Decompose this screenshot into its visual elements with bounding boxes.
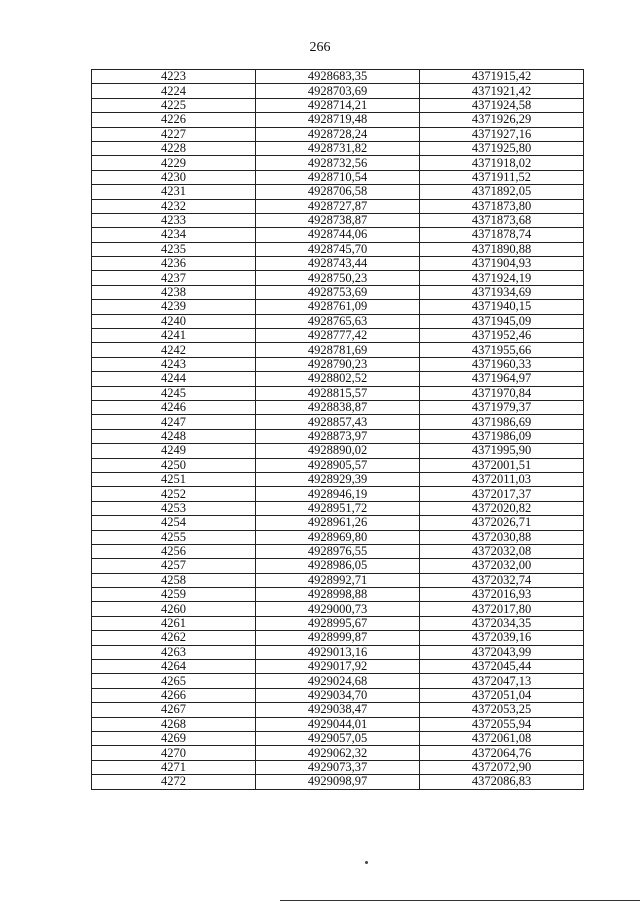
y-coordinate-cell: 4372017,37 [420, 487, 584, 501]
point-number-cell: 4251 [92, 472, 256, 486]
y-coordinate-cell: 4372086,83 [420, 775, 584, 789]
point-number-cell: 4253 [92, 501, 256, 515]
y-coordinate-cell: 4371970,84 [420, 386, 584, 400]
x-coordinate-cell: 4928738,87 [256, 213, 420, 227]
x-coordinate-cell: 4928998,88 [256, 588, 420, 602]
table-row [92, 400, 584, 414]
point-number-cell: 4258 [92, 573, 256, 587]
y-coordinate-cell: 4372061,08 [420, 731, 584, 745]
point-number-cell: 4264 [92, 660, 256, 674]
y-coordinate-cell: 4372001,51 [420, 458, 584, 472]
table-row [92, 775, 584, 789]
y-coordinate-cell: 4371926,29 [420, 113, 584, 127]
point-number-cell: 4250 [92, 458, 256, 472]
x-coordinate-cell: 4928905,57 [256, 458, 420, 472]
x-coordinate-cell: 4929017,92 [256, 660, 420, 674]
y-coordinate-cell: 4371945,09 [420, 314, 584, 328]
x-coordinate-cell: 4928929,39 [256, 472, 420, 486]
point-number-cell: 4243 [92, 357, 256, 371]
y-coordinate-cell: 4372011,03 [420, 472, 584, 486]
table-row [92, 588, 584, 602]
table-row [92, 703, 584, 717]
coordinates-table-body [92, 70, 584, 790]
x-coordinate-cell: 4928714,21 [256, 98, 420, 112]
x-coordinate-cell: 4928838,87 [256, 400, 420, 414]
x-coordinate-cell: 4928761,09 [256, 300, 420, 314]
table-row [92, 516, 584, 530]
point-number-cell: 4228 [92, 141, 256, 155]
point-number-cell: 4268 [92, 717, 256, 731]
table-row [92, 170, 584, 184]
y-coordinate-cell: 4372045,44 [420, 660, 584, 674]
x-coordinate-cell: 4928753,69 [256, 285, 420, 299]
y-coordinate-cell: 4372072,90 [420, 760, 584, 774]
y-coordinate-cell: 4371964,97 [420, 372, 584, 386]
table-row [92, 645, 584, 659]
y-coordinate-cell: 4371940,15 [420, 300, 584, 314]
table-row [92, 156, 584, 170]
x-coordinate-cell: 4928683,35 [256, 70, 420, 84]
x-coordinate-cell: 4928951,72 [256, 501, 420, 515]
x-coordinate-cell: 4928946,19 [256, 487, 420, 501]
table-row [92, 98, 584, 112]
table-row [92, 213, 584, 227]
x-coordinate-cell: 4929073,37 [256, 760, 420, 774]
point-number-cell: 4230 [92, 170, 256, 184]
table-row [92, 444, 584, 458]
point-number-cell: 4265 [92, 674, 256, 688]
point-number-cell: 4239 [92, 300, 256, 314]
table-row [92, 300, 584, 314]
x-coordinate-cell: 4928745,70 [256, 242, 420, 256]
y-coordinate-cell: 4372016,93 [420, 588, 584, 602]
table-row [92, 731, 584, 745]
point-number-cell: 4270 [92, 746, 256, 760]
point-number-cell: 4260 [92, 602, 256, 616]
table-row [92, 271, 584, 285]
table-row [92, 746, 584, 760]
x-coordinate-cell: 4928732,56 [256, 156, 420, 170]
x-coordinate-cell: 4928815,57 [256, 386, 420, 400]
x-coordinate-cell: 4928744,06 [256, 228, 420, 242]
point-number-cell: 4236 [92, 257, 256, 271]
table-row [92, 127, 584, 141]
table-row [92, 660, 584, 674]
x-coordinate-cell: 4928710,54 [256, 170, 420, 184]
x-coordinate-cell: 4928743,44 [256, 257, 420, 271]
y-coordinate-cell: 4371986,09 [420, 429, 584, 443]
point-number-cell: 4249 [92, 444, 256, 458]
x-coordinate-cell: 4928777,42 [256, 329, 420, 343]
y-coordinate-cell: 4372020,82 [420, 501, 584, 515]
y-coordinate-cell: 4372032,74 [420, 573, 584, 587]
point-number-cell: 4231 [92, 185, 256, 199]
y-coordinate-cell: 4372053,25 [420, 703, 584, 717]
table-row [92, 329, 584, 343]
y-coordinate-cell: 4371892,05 [420, 185, 584, 199]
y-coordinate-cell: 4371915,42 [420, 70, 584, 84]
x-coordinate-cell: 4928995,67 [256, 616, 420, 630]
table-row [92, 472, 584, 486]
table-row [92, 530, 584, 544]
y-coordinate-cell: 4371952,46 [420, 329, 584, 343]
scan-speck [365, 861, 368, 864]
point-number-cell: 4256 [92, 544, 256, 558]
table-row [92, 501, 584, 515]
y-coordinate-cell: 4371960,33 [420, 357, 584, 371]
table-row [92, 717, 584, 731]
x-coordinate-cell: 4928781,69 [256, 343, 420, 357]
x-coordinate-cell: 4929000,73 [256, 602, 420, 616]
point-number-cell: 4261 [92, 616, 256, 630]
table-row [92, 688, 584, 702]
y-coordinate-cell: 4372034,35 [420, 616, 584, 630]
x-coordinate-cell: 4928969,80 [256, 530, 420, 544]
point-number-cell: 4235 [92, 242, 256, 256]
x-coordinate-cell: 4928728,24 [256, 127, 420, 141]
table-row [92, 141, 584, 155]
y-coordinate-cell: 4371986,69 [420, 415, 584, 429]
x-coordinate-cell: 4929062,32 [256, 746, 420, 760]
point-number-cell: 4246 [92, 400, 256, 414]
x-coordinate-cell: 4929034,70 [256, 688, 420, 702]
y-coordinate-cell: 4371873,80 [420, 199, 584, 213]
y-coordinate-cell: 4371927,16 [420, 127, 584, 141]
y-coordinate-cell: 4372030,88 [420, 530, 584, 544]
y-coordinate-cell: 4371918,02 [420, 156, 584, 170]
point-number-cell: 4233 [92, 213, 256, 227]
point-number-cell: 4245 [92, 386, 256, 400]
bottom-edge-line [280, 900, 640, 901]
point-number-cell: 4224 [92, 84, 256, 98]
point-number-cell: 4254 [92, 516, 256, 530]
table-row [92, 458, 584, 472]
point-number-cell: 4226 [92, 113, 256, 127]
y-coordinate-cell: 4372047,13 [420, 674, 584, 688]
x-coordinate-cell: 4929057,05 [256, 731, 420, 745]
point-number-cell: 4229 [92, 156, 256, 170]
x-coordinate-cell: 4928986,05 [256, 559, 420, 573]
point-number-cell: 4244 [92, 372, 256, 386]
y-coordinate-cell: 4371979,37 [420, 400, 584, 414]
table-row [92, 199, 584, 213]
y-coordinate-cell: 4371995,90 [420, 444, 584, 458]
point-number-cell: 4242 [92, 343, 256, 357]
x-coordinate-cell: 4929024,68 [256, 674, 420, 688]
point-number-cell: 4267 [92, 703, 256, 717]
y-coordinate-cell: 4371925,80 [420, 141, 584, 155]
x-coordinate-cell: 4928790,23 [256, 357, 420, 371]
x-coordinate-cell: 4929013,16 [256, 645, 420, 659]
y-coordinate-cell: 4372017,80 [420, 602, 584, 616]
point-number-cell: 4259 [92, 588, 256, 602]
y-coordinate-cell: 4371921,42 [420, 84, 584, 98]
table-row [92, 415, 584, 429]
table-row [92, 185, 584, 199]
table-row [92, 228, 584, 242]
point-number-cell: 4262 [92, 631, 256, 645]
x-coordinate-cell: 4929098,97 [256, 775, 420, 789]
x-coordinate-cell: 4928976,55 [256, 544, 420, 558]
point-number-cell: 4252 [92, 487, 256, 501]
point-number-cell: 4237 [92, 271, 256, 285]
table-row [92, 285, 584, 299]
table-row [92, 242, 584, 256]
table-row [92, 357, 584, 371]
point-number-cell: 4223 [92, 70, 256, 84]
table-row [92, 602, 584, 616]
y-coordinate-cell: 4371904,93 [420, 257, 584, 271]
y-coordinate-cell: 4371890,88 [420, 242, 584, 256]
point-number-cell: 4269 [92, 731, 256, 745]
x-coordinate-cell: 4928999,87 [256, 631, 420, 645]
coordinates-table [91, 69, 584, 790]
point-number-cell: 4247 [92, 415, 256, 429]
point-number-cell: 4248 [92, 429, 256, 443]
y-coordinate-cell: 4372064,76 [420, 746, 584, 760]
x-coordinate-cell: 4928750,23 [256, 271, 420, 285]
x-coordinate-cell: 4928731,82 [256, 141, 420, 155]
table-row [92, 760, 584, 774]
x-coordinate-cell: 4928857,43 [256, 415, 420, 429]
table-row [92, 544, 584, 558]
point-number-cell: 4234 [92, 228, 256, 242]
page-number: 266 [309, 40, 331, 55]
x-coordinate-cell: 4928706,58 [256, 185, 420, 199]
point-number-cell: 4255 [92, 530, 256, 544]
y-coordinate-cell: 4371924,19 [420, 271, 584, 285]
table-row [92, 386, 584, 400]
x-coordinate-cell: 4928703,69 [256, 84, 420, 98]
x-coordinate-cell: 4928873,97 [256, 429, 420, 443]
table-row [92, 631, 584, 645]
point-number-cell: 4241 [92, 329, 256, 343]
point-number-cell: 4232 [92, 199, 256, 213]
x-coordinate-cell: 4928719,48 [256, 113, 420, 127]
x-coordinate-cell: 4928890,02 [256, 444, 420, 458]
y-coordinate-cell: 4371955,66 [420, 343, 584, 357]
y-coordinate-cell: 4372032,00 [420, 559, 584, 573]
table-row [92, 70, 584, 84]
y-coordinate-cell: 4371873,68 [420, 213, 584, 227]
y-coordinate-cell: 4371924,58 [420, 98, 584, 112]
table-row [92, 487, 584, 501]
x-coordinate-cell: 4928992,71 [256, 573, 420, 587]
y-coordinate-cell: 4372051,04 [420, 688, 584, 702]
table-row [92, 314, 584, 328]
x-coordinate-cell: 4928961,26 [256, 516, 420, 530]
point-number-cell: 4272 [92, 775, 256, 789]
point-number-cell: 4271 [92, 760, 256, 774]
table-row [92, 372, 584, 386]
y-coordinate-cell: 4372039,16 [420, 631, 584, 645]
table-row [92, 84, 584, 98]
y-coordinate-cell: 4371878,74 [420, 228, 584, 242]
y-coordinate-cell: 4372055,94 [420, 717, 584, 731]
y-coordinate-cell: 4372032,08 [420, 544, 584, 558]
y-coordinate-cell: 4372043,99 [420, 645, 584, 659]
table-row [92, 559, 584, 573]
point-number-cell: 4266 [92, 688, 256, 702]
point-number-cell: 4257 [92, 559, 256, 573]
y-coordinate-cell: 4371934,69 [420, 285, 584, 299]
table-row [92, 573, 584, 587]
point-number-cell: 4238 [92, 285, 256, 299]
table-row [92, 616, 584, 630]
point-number-cell: 4240 [92, 314, 256, 328]
table-row [92, 674, 584, 688]
table-row [92, 257, 584, 271]
y-coordinate-cell: 4372026,71 [420, 516, 584, 530]
x-coordinate-cell: 4928802,52 [256, 372, 420, 386]
y-coordinate-cell: 4371911,52 [420, 170, 584, 184]
table-row [92, 429, 584, 443]
x-coordinate-cell: 4928765,63 [256, 314, 420, 328]
x-coordinate-cell: 4929044,01 [256, 717, 420, 731]
point-number-cell: 4225 [92, 98, 256, 112]
x-coordinate-cell: 4929038,47 [256, 703, 420, 717]
point-number-cell: 4227 [92, 127, 256, 141]
x-coordinate-cell: 4928727,87 [256, 199, 420, 213]
table-row [92, 113, 584, 127]
table-row [92, 343, 584, 357]
point-number-cell: 4263 [92, 645, 256, 659]
